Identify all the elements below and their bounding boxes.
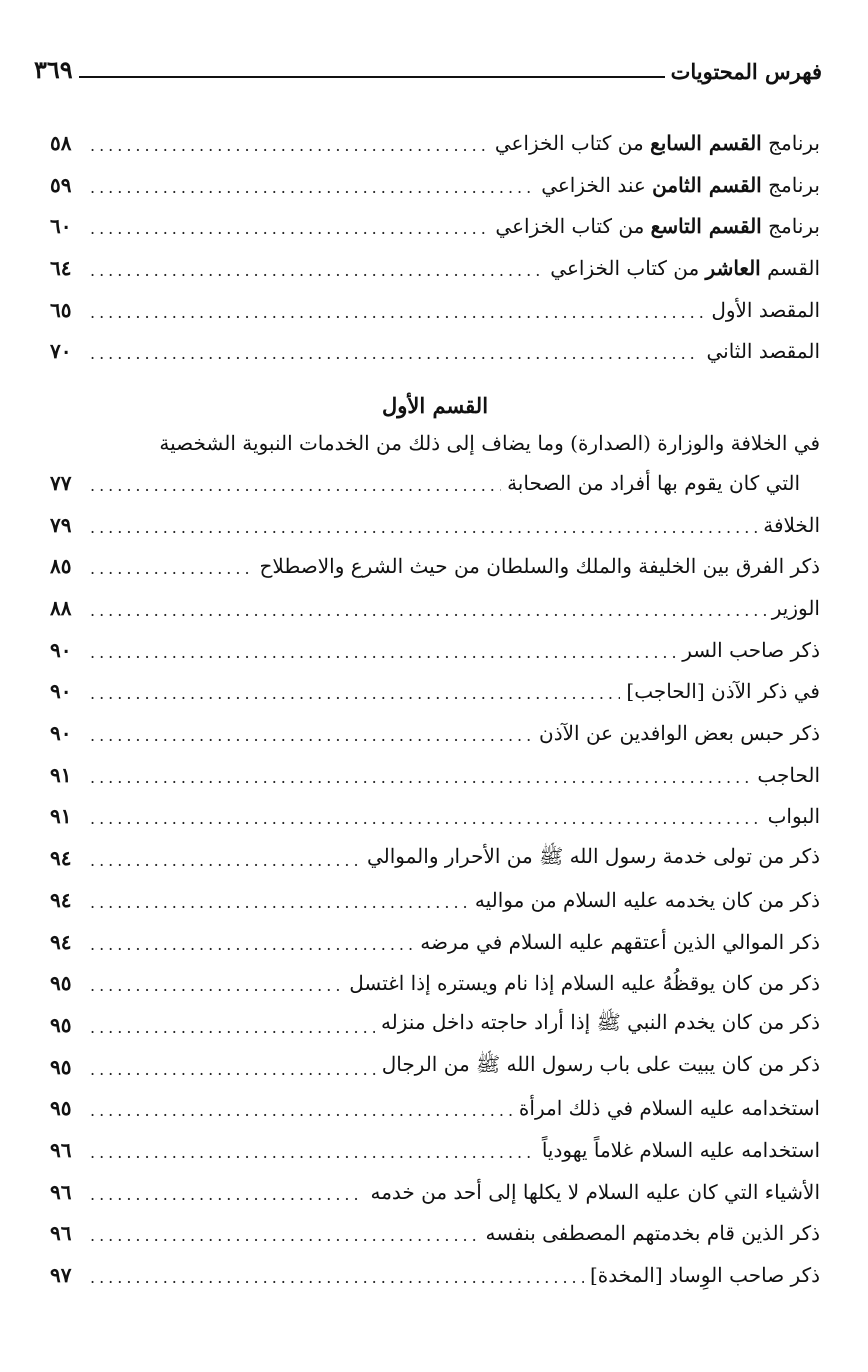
toc-entry[interactable] <box>50 1171 820 1213</box>
toc-entry-text-suffix: عند الخزاعي <box>541 172 653 197</box>
toc-entry[interactable] <box>50 1129 820 1171</box>
dot-leader <box>90 851 361 871</box>
dot-leader <box>90 684 620 704</box>
table-of-contents <box>50 122 820 1296</box>
header-title: فهرس المحتويات <box>670 59 822 84</box>
toc-entry-text: ذكر صاحب الوِساد [المخدة] <box>589 1263 820 1288</box>
dot-leader <box>90 303 705 323</box>
toc-entry-page: ٩١ <box>50 762 72 787</box>
toc-entry[interactable] <box>50 504 820 546</box>
dot-leader <box>90 768 751 788</box>
toc-entry-page: ٩٠ <box>50 679 72 704</box>
toc-entry-text-prefix: برنامج <box>761 172 820 197</box>
toc-entry-text-bold: القسم الثامن <box>652 172 762 197</box>
toc-entry-page: ٦٤ <box>50 255 72 280</box>
toc-entry[interactable] <box>50 462 820 504</box>
dot-leader <box>90 726 533 746</box>
dot-leader <box>90 601 766 621</box>
toc-entry-text: ذكر الموالي الذين أعتقهم عليه السلام في مرضه <box>420 929 820 954</box>
toc-entry[interactable] <box>50 921 820 963</box>
toc-entry-text-suffix: من كتاب الخزاعي <box>550 255 706 280</box>
toc-entry[interactable] <box>50 330 820 372</box>
toc-entry-text: استخدامه عليه السلام غلاماً يهودياً <box>541 1137 820 1162</box>
dot-leader <box>90 935 414 955</box>
toc-entry[interactable] <box>50 1087 820 1129</box>
toc-entry-text: التي كان يقوم بها أفراد من الصحابة <box>507 470 800 495</box>
toc-entry[interactable] <box>50 1213 820 1255</box>
toc-entry-text-prefix: برنامج <box>761 130 820 155</box>
dot-leader <box>90 643 676 663</box>
dot-leader <box>90 1268 584 1288</box>
toc-entry-page: ٧٠ <box>50 339 72 364</box>
toc-entry-text <box>489 214 820 238</box>
toc-entry-page: ٩٦ <box>50 1179 72 1204</box>
toc-entry[interactable] <box>50 712 820 754</box>
toc-entry[interactable] <box>50 629 820 671</box>
dot-leader <box>90 518 757 538</box>
toc-entry[interactable] <box>50 1046 820 1088</box>
toc-entry-page: ٩٦ <box>50 1137 72 1162</box>
toc-entry-page: ٨٨ <box>50 596 72 621</box>
toc-entry-page: ٦٠ <box>50 214 72 239</box>
header-rule <box>79 76 665 78</box>
dot-leader <box>90 1143 536 1163</box>
toc-entry-page: ٩٧ <box>50 1263 72 1288</box>
dot-leader <box>90 476 501 496</box>
toc-entry-page: ٥٨ <box>50 130 72 155</box>
dot-leader <box>90 1226 479 1246</box>
toc-entry-text-prefix: برنامج <box>761 214 820 239</box>
toc-entry-page: ٩٥ <box>50 971 72 996</box>
toc-entry-text: الوزير <box>771 596 820 621</box>
toc-entry-text-bold: القسم التاسع <box>650 214 762 239</box>
dot-leader <box>90 1185 364 1205</box>
toc-entry[interactable] <box>50 289 820 331</box>
toc-entry[interactable] <box>50 587 820 629</box>
toc-entry-page: ٩٥ <box>50 1012 72 1037</box>
toc-entry-text-bold: العاشر <box>705 255 761 280</box>
toc-entry-text: ذكر الذين قام بخدمتهم المصطفى بنفسه <box>485 1221 820 1246</box>
toc-entry[interactable] <box>50 247 820 289</box>
toc-entry[interactable] <box>50 796 820 838</box>
toc-entry-page: ٦٥ <box>50 297 72 322</box>
toc-entry[interactable] <box>50 962 820 1004</box>
toc-entry-page: ٩٥ <box>50 1054 72 1079</box>
toc-entry-page: ٩٠ <box>50 721 72 746</box>
toc-entry-text-prefix: المقصد الثاني <box>706 339 820 364</box>
toc-top-entries <box>50 122 820 372</box>
dot-leader <box>90 1018 375 1038</box>
toc-entry[interactable] <box>50 1004 820 1046</box>
toc-entry-page: ٧٧ <box>50 470 72 495</box>
toc-entry[interactable] <box>50 671 820 713</box>
toc-entry-page: ٩١ <box>50 804 72 829</box>
toc-entry-text: استخدامه عليه السلام في ذلك امرأة <box>518 1096 820 1121</box>
dot-leader <box>90 344 700 364</box>
dot-leader <box>90 1101 513 1121</box>
toc-entry[interactable] <box>50 754 820 796</box>
toc-entry-text-prefix: القسم <box>760 255 820 280</box>
toc-entry-text: ذكر صاحب السر <box>682 637 820 662</box>
toc-entry-page: ٩٦ <box>50 1221 72 1246</box>
toc-entry-text: ذكر من كان يوقظُهُ عليه السلام إذا نام ويستره إذا اغتسل <box>349 971 820 996</box>
toc-entry-text: ذكر من تولى خدمة رسول الله ﷺ من الأحرار والموالي <box>366 843 820 868</box>
section-intro-line: في الخلافة والوزارة (الصدارة) وما يضاف إلى ذلك من الخدمات النبوية الشخصية <box>159 431 820 456</box>
toc-entry-text <box>535 173 820 197</box>
dot-leader <box>90 893 469 913</box>
dot-leader <box>90 1060 376 1080</box>
toc-entry-text: ذكر من كان يخدمه عليه السلام من مواليه <box>474 887 820 912</box>
toc-entry-page: ٩٠ <box>50 637 72 662</box>
section-title: القسم الأول <box>381 393 489 419</box>
toc-entry[interactable] <box>50 837 820 879</box>
toc-entry-page: ٩٤ <box>50 887 72 912</box>
toc-entry-text: الأشياء التي كان عليه السلام لا يكلها إلى أحد من خدمه <box>370 1179 820 1204</box>
toc-entry-text: الخلافة <box>763 512 820 537</box>
toc-entry-text-bold: القسم السابع <box>650 130 762 155</box>
toc-entry-text-suffix: من كتاب الخزاعي <box>494 130 651 155</box>
toc-entry-page: ٩٤ <box>50 929 72 954</box>
header-page-number: ٣٦٩ <box>34 55 73 84</box>
toc-entry-text-suffix: من كتاب الخزاعي <box>495 214 651 239</box>
dot-leader <box>90 136 489 156</box>
toc-entry-page: ٩٤ <box>50 846 72 871</box>
toc-entry-text: ذكر حبس بعض الوافدين عن الآذن <box>539 721 820 746</box>
toc-entry-text: البواب <box>767 804 820 829</box>
toc-entry-text-prefix: المقصد الأول <box>711 297 820 322</box>
toc-entry-text: ذكر من كان يخدم النبي ﷺ إذا أراد حاجته داخل منزله <box>380 1010 820 1035</box>
toc-entry-text <box>489 131 820 155</box>
toc-entry-page: ٩٥ <box>50 1096 72 1121</box>
toc-entry-page: ٧٩ <box>50 512 72 537</box>
toc-entry[interactable] <box>50 122 820 164</box>
toc-entry-page: ٨٥ <box>50 554 72 579</box>
dot-leader <box>90 219 489 239</box>
toc-entry[interactable] <box>50 879 820 921</box>
toc-entry[interactable] <box>50 205 820 247</box>
toc-entry-text <box>705 298 820 322</box>
dot-leader <box>90 809 762 829</box>
dot-leader <box>90 976 343 996</box>
toc-entry[interactable] <box>50 164 820 206</box>
running-header <box>34 48 822 84</box>
toc-entry[interactable] <box>50 546 820 588</box>
toc-entry-text: ذكر الفرق بين الخليفة والملك والسلطان من حيث الشرع والاصطلاح <box>259 554 820 579</box>
dot-leader <box>90 559 254 579</box>
toc-bottom-entries <box>50 504 820 1296</box>
toc-entry-text <box>700 339 820 363</box>
dot-leader <box>90 178 535 198</box>
toc-entry-page: ٥٩ <box>50 172 72 197</box>
dot-leader <box>90 261 544 281</box>
toc-entry-text: في ذكر الآذن [الحاجب] <box>626 679 820 704</box>
toc-entry-text <box>544 256 820 280</box>
toc-entry[interactable] <box>50 1254 820 1296</box>
toc-entry-text: ذكر من كان يبيت على باب رسول الله ﷺ من الرجال <box>381 1052 820 1077</box>
toc-entry-text: الحاجب <box>757 762 820 787</box>
